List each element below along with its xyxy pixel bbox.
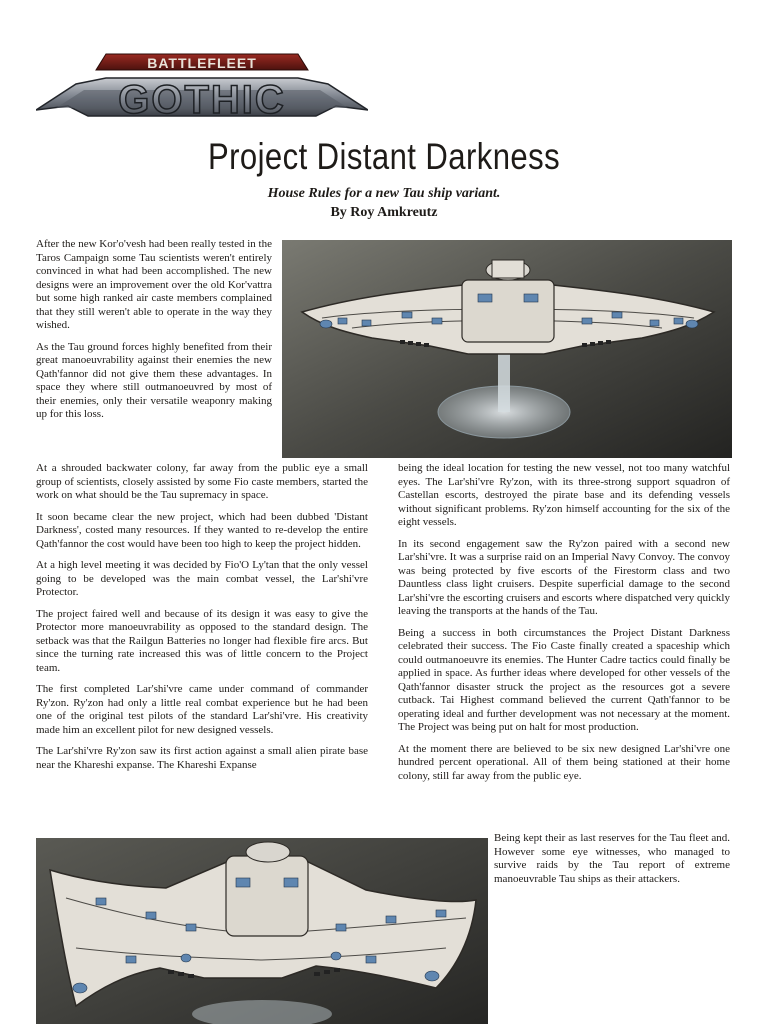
battlefleet-gothic-logo — [36, 50, 368, 122]
logo-main-text: GOTHIC — [118, 78, 286, 122]
paragraph: After the new Kor'o'vesh had been really tested in the Taros Campaign some Tau scientists weren't entirely convinced in what had been accomplished. The new designs were an improvement over the old Kor'vattra but some high ranked air caste members complained that they still weren't able to operate in the way they wished. — [36, 238, 272, 331]
tail-column — [494, 832, 730, 894]
right-column — [398, 462, 730, 783]
byline: By Roy Amkreutz — [330, 205, 438, 220]
paragraph: Being a success in both circumstances the Project Distant Darkness celebrated their success. The Fio Caste finally created a spaceship which could outmanoeuvre its enemies. The Hunter Cadre tactics could finally be applied in space. As further ideas where developed for other vessels of the Qath'fannor disaster struck the project as the resources got a severe cutback. Tai Highest command believed the current Qath'fannor to be operating ideal and further development was not necessary at the moment. The Project was being put on halt for most production. — [398, 626, 730, 733]
paragraph: The Lar'shi'vre Ry'zon saw its first action against a small alien pirate base near the Khareshi expanse. The Khareshi Expanse — [36, 745, 368, 771]
paragraph: Being kept their as last reserves for the Tau fleet and. However some eye witnesses, who managed to survive raids by the Tau report of extreme manoeuvrable Tau ships as their attackers. — [494, 832, 730, 885]
paragraph: being the ideal location for testing the new vessel, not too many watchful eyes. The Lar'shi'vre Ry'zon, with its three-strong support squadron of Castellan escorts, destroyed the pirate base and its defending vessels without significant problems. Ry'zon himself accounting for the six of the eight vessels. — [398, 462, 730, 528]
paragraph: At the moment there are believed to be six new designed Lar'shi'vre one hundred percent operational. All of them being stationed at their home colony, still far away from the public eye. — [398, 742, 730, 782]
intro-column — [36, 238, 272, 430]
left-column — [36, 462, 368, 780]
ship-photo-top — [282, 240, 732, 458]
page-title: Project Distant Darkness — [207, 136, 561, 177]
paragraph: The first completed Lar'shi'vre came under command of commander Ry'zon. Ry'zon had only a little real combat experience but he had been one of the original test pilots of the standard Lar'shi'vre. His creativity made him an excellent pilot for new designed vessels. — [36, 683, 368, 736]
paragraph: The project faired well and because of its design it was easy to give the Protector more manoeuvrability as opposed to the standard design. The setback was that the Railgun Batteries no longer had flexible fire arcs. But since the turning rate increased this was of little concern to the Project team. — [36, 607, 368, 674]
ship-photo-bottom — [36, 838, 488, 1024]
page-subtitle: House Rules for a new Tau ship variant. — [267, 186, 501, 201]
logo-top-text: BATTLEFLEET — [147, 55, 257, 71]
paragraph: At a shrouded backwater colony, far away from the public eye a small group of scientists, closely assisted by some Fio caste members, started the work on what should be the Tau supremacy in space. — [36, 462, 368, 501]
paragraph: At a high level meeting it was decided by Fio'O Ly'tan that the only vessel going to be developed was the main combat vessel, the Lar'shi'vre Protector. — [36, 559, 368, 598]
paragraph: It soon became clear the new project, which had been dubbed 'Distant Darkness', costed many resources. If they wanted to re-develop the entire Qath'fannor the cost would have been too high to keep the project hidden. — [36, 510, 368, 550]
paragraph: In its second engagement saw the Ry'zon paired with a second new Lar'shi'vre. It was a surprise raid on an Imperial Navy Convoy. The convoy was being protected by five escorts of the Firestorm class and two Dauntless class light cruisers. Despite superficial damage to the second Lar'shi'vre the escorting cruisers and escorts where dispatched very quickly leaving the transports at the hands of the Tau. — [398, 537, 730, 617]
paragraph: As the Tau ground forces highly benefited from their great manoeuvrability against their enemies the new Qath'fannor did not give them these advantages. In space they where still outmanoeuvred by most of their enemies, only their versatile weaponry making up for this loss. — [36, 340, 272, 420]
